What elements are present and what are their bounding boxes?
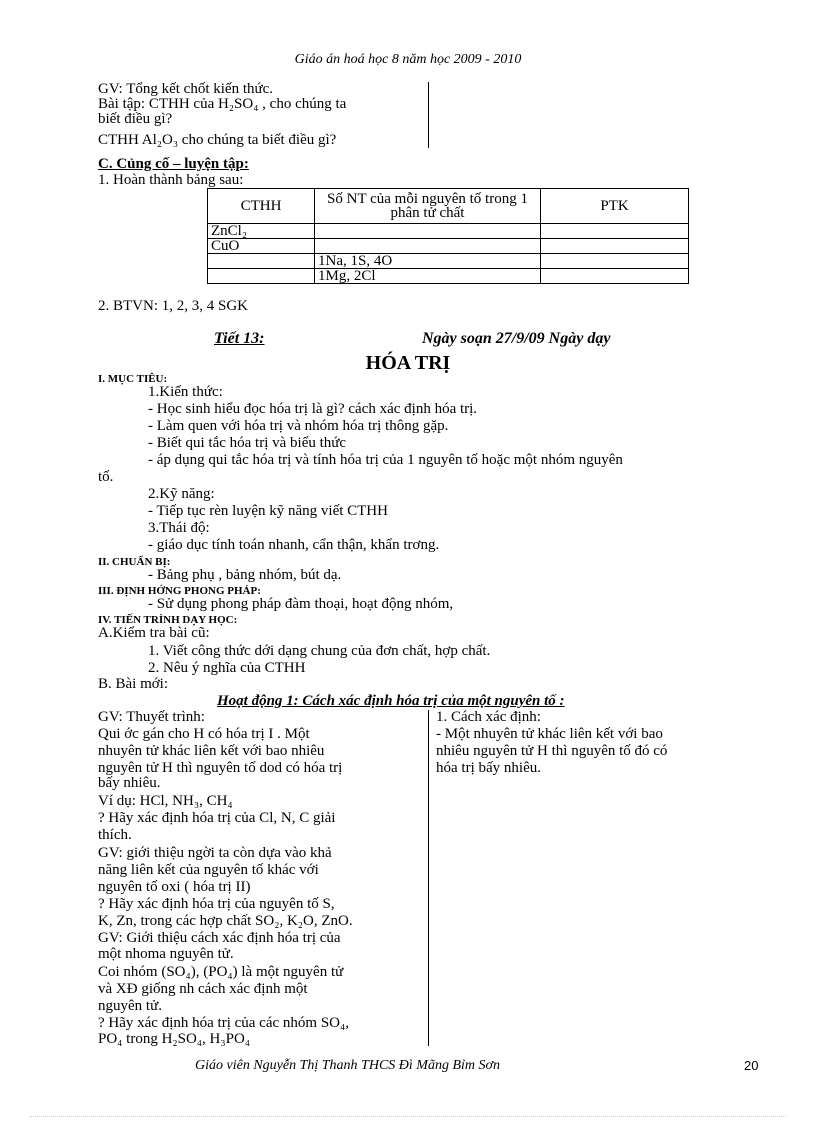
page-divider [30, 1116, 786, 1117]
lesson-date: Ngày soạn 27/9/09 Ngày dạy [422, 330, 611, 347]
text-line: bấy nhiêu. [98, 775, 161, 791]
table-cell [315, 224, 541, 239]
text-line: tố. [98, 469, 114, 485]
table-cell [541, 254, 689, 269]
text-line: B. Bài mới: [98, 676, 169, 692]
page-header: Giáo án hoá học 8 năm học 2009 - 2010 [294, 52, 522, 67]
table-cell: 1Mg, 2Cl [315, 269, 541, 284]
text-line: nguyên tử H thì nguyên tố dod có hóa trị [98, 760, 343, 776]
table-cell [541, 224, 689, 239]
text-line: GV: giới thiệu ngời ta còn dựa vào khả [98, 845, 332, 861]
table-cell: ZnCl₂ [208, 224, 315, 239]
table-cell [541, 239, 689, 254]
text-line: - áp dụng qui tắc hóa trị và tính hóa trị của 1 nguyên tố hoặc một nhóm nguyên [148, 452, 623, 468]
text-line: 1. Viết công thức dới dạng chung của đơn chất, hợp chất. [148, 643, 491, 659]
text-line: - giáo dục tính toán nhanh, cẩn thận, khẩn trơng. [148, 537, 440, 553]
table-header: CTHH [208, 189, 315, 224]
text-line: và XĐ giống nh cách xác định một [98, 981, 308, 997]
text-line: 1. Cách xác định: [436, 709, 541, 725]
text-line: Ví dụ: HCl, NH₃, CH₄ [98, 793, 233, 809]
activity-title: Hoạt động 1: Cách xác định hóa trị của một nguyên tố : [217, 693, 565, 709]
table-cell [208, 269, 315, 284]
text-line: 2. BTVN: 1, 2, 3, 4 SGK [98, 298, 249, 314]
section-heading: II. CHUẨN BỊ: [98, 556, 171, 568]
text-line: Bài tập: CTHH của H₂SO₄ , cho chúng ta [98, 96, 347, 112]
text-line: GV: Giới thiệu cách xác định hóa trị của [98, 930, 341, 946]
section-heading: C. Củng cố – luyện tập: [98, 156, 249, 172]
text-line: biết điều gì? [98, 111, 173, 127]
text-line: - Học sinh hiểu đọc hóa trị là gì? cách xác định hóa trị. [148, 401, 478, 417]
text-line: - Sử dụng phong pháp đàm thoại, hoạt động nhóm, [148, 596, 454, 612]
section-heading: IV. TIẾN TRÌNH DẠY HỌC: [98, 614, 238, 626]
text-line: hóa trị bấy nhiêu. [436, 760, 541, 776]
text-line: GV: Thuyết trình: [98, 709, 205, 725]
table-cell [315, 239, 541, 254]
text-line: 2.Kỹ năng: [148, 486, 215, 502]
table-cell: 1Na, 1S, 4O [315, 254, 541, 269]
text-line: thích. [98, 827, 132, 843]
text-line: - Làm quen với hóa trị và nhóm hóa trị thông gặp. [148, 418, 449, 434]
table-header: PTK [541, 189, 689, 224]
table-header: Số NT của mỗi nguyên tố trong 1 phân tử chất [315, 189, 541, 224]
section-heading: I. MỤC TIÊU: [98, 373, 168, 385]
page-footer: Giáo viên Nguyễn Thị Thanh THCS Đì Mãng Bỉm Sơn [195, 1058, 500, 1073]
exercise-table [207, 188, 689, 284]
text-line: nguyên tử. [98, 998, 162, 1014]
table-row [208, 269, 689, 284]
text-line: GV: Tổng kết chốt kiến thức. [98, 81, 274, 97]
text-line: ? Hãy xác định hóa trị của Cl, N, C giải [98, 810, 336, 826]
text-line: - Một nhuyên tử khác liên kết với bao [436, 726, 663, 742]
text-line: 2. Nêu ý nghĩa của CTHH [148, 660, 306, 676]
section-heading: III. ĐỊNH HỚNG PHONG PHÁP: [98, 585, 261, 597]
lesson-number: Tiết 13: [214, 330, 265, 347]
table-row [208, 254, 689, 269]
text-line: - Biết qui tắc hóa trị và biểu thức [148, 435, 347, 451]
text-line: CTHH Al₂O₃ cho chúng ta biết điều gì? [98, 132, 337, 148]
text-line: Qui ớc gán cho H có hóa trị I . Một [98, 726, 310, 742]
table-row [208, 224, 689, 239]
text-line: K, Zn, trong các hợp chất SO₂, K₂O, ZnO. [98, 913, 353, 929]
text-line: ? Hãy xác định hóa trị của nguyên tố S, [98, 896, 335, 912]
table-row [208, 239, 689, 254]
text-line: 1.Kiến thức: [148, 384, 223, 400]
text-line: nhuyên tử khác liên kết với bao nhiêu [98, 743, 325, 759]
column-divider [428, 82, 429, 148]
column-divider [428, 710, 429, 1046]
text-line: năng liên kết của nguyên tố khác với [98, 862, 319, 878]
text-line: PO₄ trong H₂SO₄, H₃PO₄ [98, 1031, 250, 1047]
text-line: - Tiếp tục rèn luyện kỹ năng viết CTHH [148, 503, 388, 519]
text-line: nguyên tố oxi ( hóa trị II) [98, 879, 251, 895]
text-line: ? Hãy xác định hóa trị của các nhóm SO₄, [98, 1015, 349, 1031]
text-line: A.Kiểm tra bài cũ: [98, 625, 210, 641]
lesson-title: HÓA TRỊ [365, 352, 451, 374]
table-cell [208, 254, 315, 269]
text-line: Coi nhóm (SO₄), (PO₄) là một nguyên tử [98, 964, 344, 980]
text-line: 1. Hoàn thành bảng sau: [98, 172, 244, 188]
text-line: một nhoma nguyên tử. [98, 946, 234, 962]
text-line: nhiêu nguyên tử H thì nguyên tố đó có [436, 743, 668, 759]
table-header-row [208, 189, 689, 224]
text-line: - Bảng phụ , bảng nhóm, bút dạ. [148, 567, 342, 583]
table-cell: CuO [208, 239, 315, 254]
table-cell [541, 269, 689, 284]
page-number: 20 [744, 1058, 759, 1073]
text-line: 3.Thái độ: [148, 520, 210, 536]
